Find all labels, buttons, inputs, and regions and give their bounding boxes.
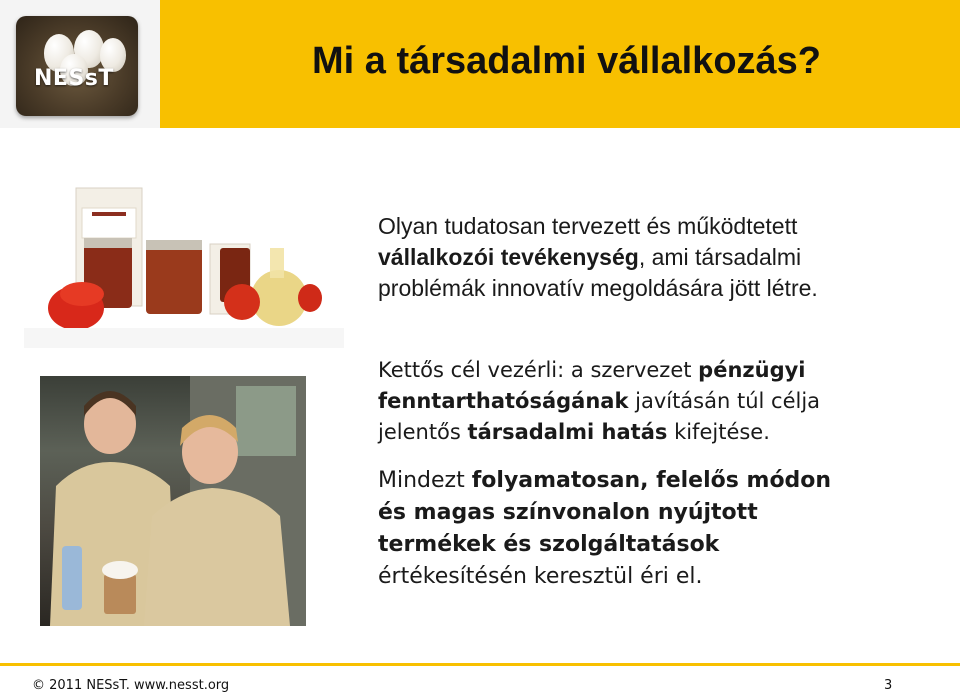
footer-divider xyxy=(0,663,960,666)
logo-text: NESsT xyxy=(34,66,114,91)
products-photo xyxy=(24,152,344,348)
paragraph-definition xyxy=(378,211,858,304)
p2-text-a: Kettős cél vezérli: a szervezet xyxy=(378,358,699,382)
logo-panel xyxy=(0,0,160,128)
paragraph-method xyxy=(378,465,858,593)
products-illustration xyxy=(24,152,344,348)
page-number: 3 xyxy=(884,678,893,693)
p1-text-a: Olyan tudatosan tervezett és működtetett xyxy=(378,213,798,239)
paragraph-dual-goal xyxy=(378,355,858,448)
p2-bold-d: társadalmi hatás xyxy=(467,420,668,444)
p3-bold: folyamatosan, felelős módon és magas színvonalon nyújtott termékek és szolgáltatások xyxy=(378,468,832,557)
p3-text-a: Mindezt xyxy=(378,468,472,493)
footer-copyright: © 2011 NESsT. www.nesst.org xyxy=(32,678,230,693)
p2-text-c: javításán túl célja jelentős xyxy=(378,389,821,444)
people-illustration xyxy=(40,376,306,626)
p1-bold: vállalkozói tevékenység xyxy=(378,244,639,270)
p2-bold-b: pénzügyi fenntarthatóságának xyxy=(378,358,806,413)
p1-text-c: , ami társadalmi problémák innovatív megoldására jött létre. xyxy=(378,244,818,301)
p3-text-c: értékesítésén keresztül éri el. xyxy=(378,564,703,589)
people-photo xyxy=(40,376,306,626)
p2-text-e: kifejtése. xyxy=(667,420,770,444)
page-title: Mi a társadalmi vállalkozás? xyxy=(312,40,822,82)
